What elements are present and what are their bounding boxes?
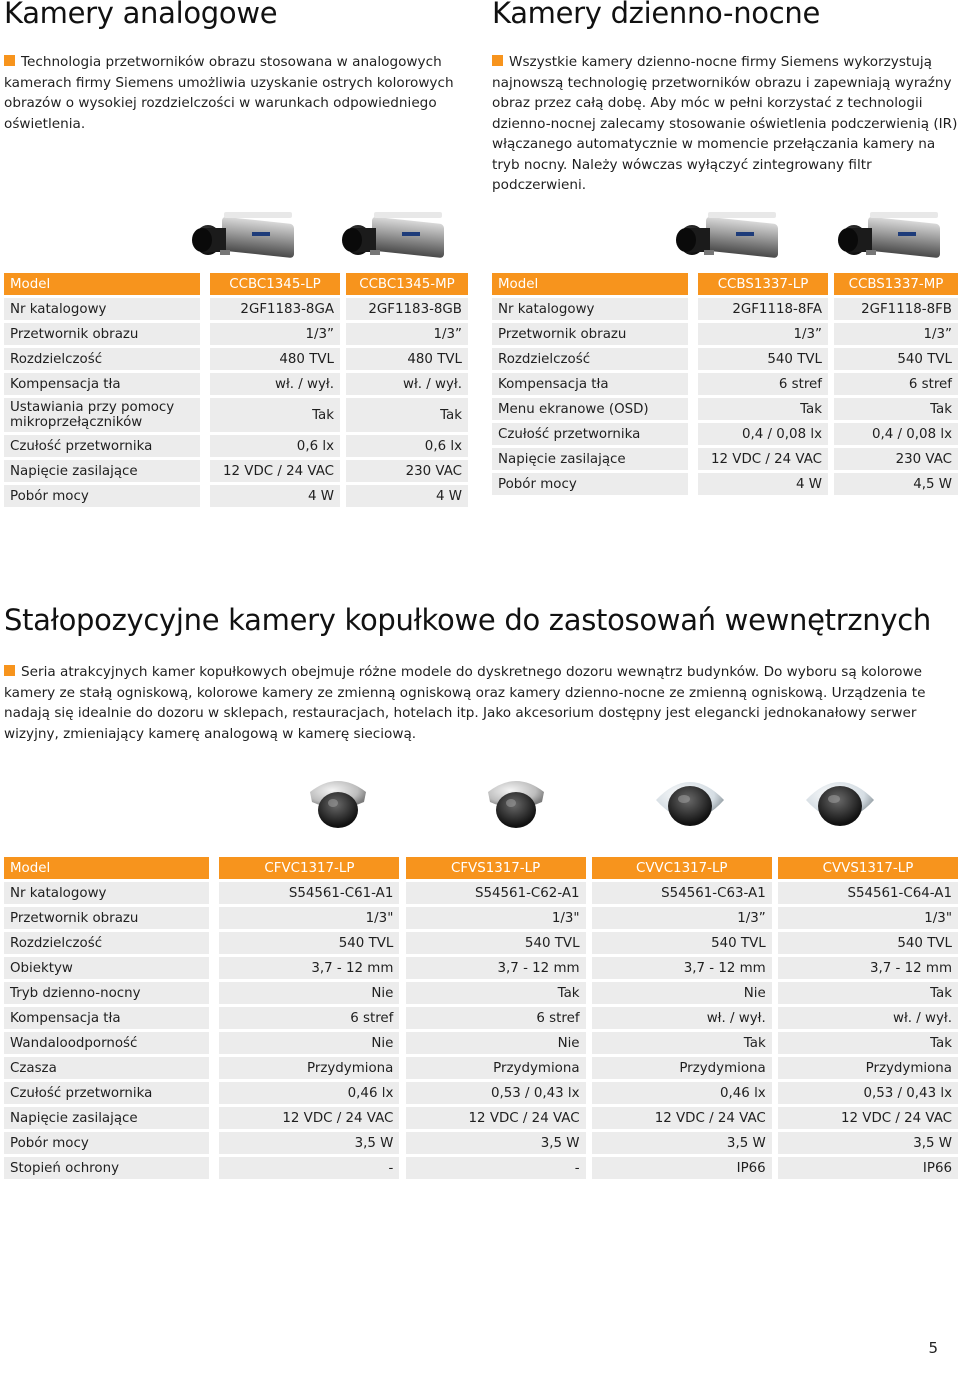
table-row xyxy=(4,435,468,457)
column-gap xyxy=(200,485,210,507)
column-gap xyxy=(688,423,698,445)
analog-spec-table xyxy=(4,270,468,510)
row-value: 540 TVL xyxy=(834,348,958,370)
column-gap xyxy=(688,448,698,470)
orange-square-bullet-icon xyxy=(492,55,503,66)
row-value: Tak xyxy=(592,1032,772,1054)
table-row xyxy=(4,907,958,929)
row-value: 2GF1118-8FB xyxy=(834,298,958,320)
row-value: Tak xyxy=(698,398,828,420)
column-gap xyxy=(209,932,219,954)
row-label: Rozdzielczość xyxy=(4,932,209,954)
row-value: 1/3" xyxy=(219,907,399,929)
column-gap xyxy=(209,1132,219,1154)
row-value: 4 W xyxy=(698,473,828,495)
column-gap xyxy=(209,907,219,929)
column-gap xyxy=(200,398,210,432)
column-gap xyxy=(200,460,210,482)
page-number: 5 xyxy=(928,1339,938,1357)
row-value: 6 stref xyxy=(698,373,828,395)
row-label: Nr katalogowy xyxy=(4,298,200,320)
table-row xyxy=(492,298,958,320)
header-model: CVVC1317-LP xyxy=(592,857,772,879)
row-label: Kompensacja tła xyxy=(492,373,688,395)
row-value: IP66 xyxy=(592,1157,772,1179)
row-value: 12 VDC / 24 VAC xyxy=(219,1107,399,1129)
header-label: Model xyxy=(492,273,688,295)
column-gap xyxy=(688,273,698,295)
row-label: Pobór mocy xyxy=(4,1132,209,1154)
analog-description-text: Technologia przetworników obrazu stosowana w analogowych kamerach firmy Siemens umożliwia uzyskanie ostrych kolorowych obrazów o wysokiej rozdzielczości w warunkach odpowiedniego oświetlenia. xyxy=(4,54,454,132)
row-value: 0,6 lx xyxy=(346,435,468,457)
header-model: CCBS1337-LP xyxy=(698,273,828,295)
dome-title: Stałopozycyjne kamery kopułkowe do zastosowań wewnętrznych xyxy=(4,603,931,637)
orange-square-bullet-icon xyxy=(4,55,15,66)
row-value: wł. / wył. xyxy=(210,373,340,395)
row-label: Czułość przetwornika xyxy=(492,423,688,445)
row-value: 2GF1118-8FA xyxy=(698,298,828,320)
dome-camera-icon xyxy=(654,770,726,836)
table-row xyxy=(4,298,468,320)
row-label: Napięcie zasilające xyxy=(4,1107,209,1129)
row-value: 12 VDC / 24 VAC xyxy=(210,460,340,482)
row-value: 230 VAC xyxy=(834,448,958,470)
row-value: 6 stref xyxy=(406,1007,586,1029)
header-label: Model xyxy=(4,273,200,295)
daynight-spec-table xyxy=(492,270,958,498)
dome-description-text: Seria atrakcyjnych kamer kopułkowych obejmuje różne modele do dyskretnego dozoru wewnątrz budynków. Do wyboru są kolorowe kamery ze stałą ogniskową, kolorowe kamery ze zmienną ogniskową oraz kamery dzienno-nocne ze zmienną ogniskową. Urządzenia te nadają się idealnie do dozoru w sklepach, restauracjach, hotelach itp. Jako akcesorium dostępny jest elegancki jednokanałowy serwer wizyjny, zmieniający kamerę analogową w kamerę sieciową. xyxy=(4,664,926,742)
dome-camera-icon xyxy=(306,770,370,832)
box-camera-icon xyxy=(338,206,450,264)
dome-spec-table xyxy=(4,854,958,1182)
row-label: Przetwornik obrazu xyxy=(4,323,200,345)
row-label: Kompensacja tła xyxy=(4,1007,209,1029)
header-model: CFVC1317-LP xyxy=(219,857,399,879)
table-row xyxy=(492,423,958,445)
analog-description xyxy=(4,52,464,134)
row-label: Kompensacja tła xyxy=(4,373,200,395)
table-row xyxy=(4,323,468,345)
row-value: 3,5 W xyxy=(592,1132,772,1154)
row-value: Przydymiona xyxy=(778,1057,958,1079)
row-label: Napięcie zasilające xyxy=(4,460,200,482)
row-value: 540 TVL xyxy=(219,932,399,954)
row-label: Menu ekranowe (OSD) xyxy=(492,398,688,420)
column-gap xyxy=(200,323,210,345)
row-value: 1/3” xyxy=(210,323,340,345)
header-model: CVVS1317-LP xyxy=(778,857,958,879)
row-label: Nr katalogowy xyxy=(4,882,209,904)
column-gap xyxy=(209,957,219,979)
row-value: 4 W xyxy=(210,485,340,507)
row-value: 3,7 - 12 mm xyxy=(406,957,586,979)
table-row xyxy=(4,348,468,370)
row-value: wł. / wył. xyxy=(592,1007,772,1029)
table-row xyxy=(4,1082,958,1104)
row-label: Czułość przetwornika xyxy=(4,1082,209,1104)
header-model: CCBC1345-LP xyxy=(210,273,340,295)
row-label: Napięcie zasilające xyxy=(492,448,688,470)
row-value: Tak xyxy=(346,398,468,432)
row-value: 540 TVL xyxy=(778,932,958,954)
row-value: 3,5 W xyxy=(219,1132,399,1154)
row-value: 0,4 / 0,08 lx xyxy=(834,423,958,445)
row-label: Tryb dzienno-nocny xyxy=(4,982,209,1004)
daynight-description xyxy=(492,52,958,196)
dome-camera-icon xyxy=(804,770,876,836)
box-camera-icon xyxy=(188,206,300,264)
row-value: 0,4 / 0,08 lx xyxy=(698,423,828,445)
row-value: Tak xyxy=(778,982,958,1004)
row-value: S54561-C61-A1 xyxy=(219,882,399,904)
row-value: Tak xyxy=(834,398,958,420)
row-value: 6 stref xyxy=(834,373,958,395)
table-row xyxy=(4,1132,958,1154)
dome-camera-icon xyxy=(484,770,548,832)
row-value: 3,7 - 12 mm xyxy=(219,957,399,979)
daynight-title: Kamery dzienno-nocne xyxy=(492,0,820,30)
row-label: Stopień ochrony xyxy=(4,1157,209,1179)
row-value: Tak xyxy=(210,398,340,432)
table-row xyxy=(4,882,958,904)
row-value: 480 TVL xyxy=(210,348,340,370)
column-gap xyxy=(688,373,698,395)
row-value: 540 TVL xyxy=(406,932,586,954)
row-value: 540 TVL xyxy=(698,348,828,370)
table-row xyxy=(492,373,958,395)
row-label: Przetwornik obrazu xyxy=(492,323,688,345)
column-gap xyxy=(209,882,219,904)
column-gap xyxy=(209,1007,219,1029)
row-value: 4 W xyxy=(346,485,468,507)
column-gap xyxy=(688,323,698,345)
table-row xyxy=(4,957,958,979)
row-value: Przydymiona xyxy=(592,1057,772,1079)
row-value: 2GF1183-8GB xyxy=(346,298,468,320)
box-camera-icon xyxy=(672,206,784,264)
row-label: Nr katalogowy xyxy=(492,298,688,320)
column-gap xyxy=(209,1157,219,1179)
column-gap xyxy=(209,982,219,1004)
row-value: 540 TVL xyxy=(592,932,772,954)
dome-description xyxy=(4,662,958,744)
daynight-description-text: Wszystkie kamery dzienno-nocne firmy Siemens wykorzystują najnowszą technologię przetworników obrazu i zapewniają wyraźny obraz przez całą dobę. Aby móc w pełni korzystać z technologii dzienno-nocnej zalecamy stosowanie oświetlenia podczerwienią (IR) włączanego automatycznie w momencie przełączania kamery na tryb nocny. Należy wówczas wyłączyć zintegrowany filtr podczerwieni. xyxy=(492,54,958,193)
header-label: Model xyxy=(4,857,209,879)
table-row xyxy=(4,1032,958,1054)
row-value: 1/3" xyxy=(778,907,958,929)
row-value: Przydymiona xyxy=(406,1057,586,1079)
header-model: CCBS1337-MP xyxy=(834,273,958,295)
row-value: 2GF1183-8GA xyxy=(210,298,340,320)
table-header-row xyxy=(4,857,958,879)
column-gap xyxy=(200,373,210,395)
row-value: - xyxy=(406,1157,586,1179)
column-gap xyxy=(209,857,219,879)
row-label: Czułość przetwornika xyxy=(4,435,200,457)
table-row xyxy=(4,1007,958,1029)
table-row xyxy=(4,1157,958,1179)
row-value: 0,46 lx xyxy=(592,1082,772,1104)
row-value: - xyxy=(219,1157,399,1179)
table-row xyxy=(492,348,958,370)
table-row xyxy=(492,398,958,420)
table-row xyxy=(492,323,958,345)
column-gap xyxy=(209,1082,219,1104)
column-gap xyxy=(200,435,210,457)
box-camera-icon xyxy=(834,206,946,264)
row-value: 12 VDC / 24 VAC xyxy=(406,1107,586,1129)
table-row xyxy=(4,373,468,395)
row-value: 0,53 / 0,43 lx xyxy=(406,1082,586,1104)
row-value: Tak xyxy=(778,1032,958,1054)
row-value: Nie xyxy=(592,982,772,1004)
row-value: 1/3" xyxy=(406,907,586,929)
row-label: Przetwornik obrazu xyxy=(4,907,209,929)
table-row xyxy=(492,448,958,470)
table-row xyxy=(492,473,958,495)
analog-title: Kamery analogowe xyxy=(4,0,278,30)
row-value: S54561-C63-A1 xyxy=(592,882,772,904)
row-value: 3,5 W xyxy=(406,1132,586,1154)
column-gap xyxy=(209,1032,219,1054)
row-value: 6 stref xyxy=(219,1007,399,1029)
row-value: wł. / wył. xyxy=(778,1007,958,1029)
row-value: IP66 xyxy=(778,1157,958,1179)
row-label: Pobór mocy xyxy=(492,473,688,495)
column-gap xyxy=(200,298,210,320)
row-label: Wandaloodporność xyxy=(4,1032,209,1054)
table-row xyxy=(4,932,958,954)
row-value: Tak xyxy=(406,982,586,1004)
column-gap xyxy=(209,1107,219,1129)
row-value: 12 VDC / 24 VAC xyxy=(592,1107,772,1129)
table-row xyxy=(4,982,958,1004)
row-label: Czasza xyxy=(4,1057,209,1079)
column-gap xyxy=(200,273,210,295)
row-value: S54561-C62-A1 xyxy=(406,882,586,904)
row-value: 0,53 / 0,43 lx xyxy=(778,1082,958,1104)
row-value: 12 VDC / 24 VAC xyxy=(698,448,828,470)
table-row xyxy=(4,1057,958,1079)
row-value: 1/3” xyxy=(592,907,772,929)
row-value: S54561-C64-A1 xyxy=(778,882,958,904)
row-value: 480 TVL xyxy=(346,348,468,370)
column-gap xyxy=(200,348,210,370)
table-header-row xyxy=(492,273,958,295)
table-row xyxy=(4,460,468,482)
row-value: 0,46 lx xyxy=(219,1082,399,1104)
row-value: 3,5 W xyxy=(778,1132,958,1154)
row-value: 4,5 W xyxy=(834,473,958,495)
row-value: 230 VAC xyxy=(346,460,468,482)
row-value: Nie xyxy=(219,1032,399,1054)
table-header-row xyxy=(4,273,468,295)
row-value: 1/3” xyxy=(834,323,958,345)
table-row xyxy=(4,398,468,432)
column-gap xyxy=(209,1057,219,1079)
row-value: Nie xyxy=(219,982,399,1004)
row-value: 1/3” xyxy=(346,323,468,345)
row-value: wł. / wył. xyxy=(346,373,468,395)
row-value: 3,7 - 12 mm xyxy=(592,957,772,979)
header-model: CFVS1317-LP xyxy=(406,857,586,879)
row-value: 3,7 - 12 mm xyxy=(778,957,958,979)
table-row xyxy=(4,485,468,507)
column-gap xyxy=(688,398,698,420)
row-value: 12 VDC / 24 VAC xyxy=(778,1107,958,1129)
header-model: CCBC1345-MP xyxy=(346,273,468,295)
row-label: Rozdzielczość xyxy=(492,348,688,370)
column-gap xyxy=(688,473,698,495)
column-gap xyxy=(688,348,698,370)
row-label: Ustawiania przy pomocy mikroprzełączników xyxy=(4,398,200,432)
column-gap xyxy=(688,298,698,320)
row-value: Przydymiona xyxy=(219,1057,399,1079)
row-label: Rozdzielczość xyxy=(4,348,200,370)
table-row xyxy=(4,1107,958,1129)
row-value: Nie xyxy=(406,1032,586,1054)
row-label: Obiektyw xyxy=(4,957,209,979)
orange-square-bullet-icon xyxy=(4,665,15,676)
row-label: Pobór mocy xyxy=(4,485,200,507)
row-value: 0,6 lx xyxy=(210,435,340,457)
row-value: 1/3” xyxy=(698,323,828,345)
